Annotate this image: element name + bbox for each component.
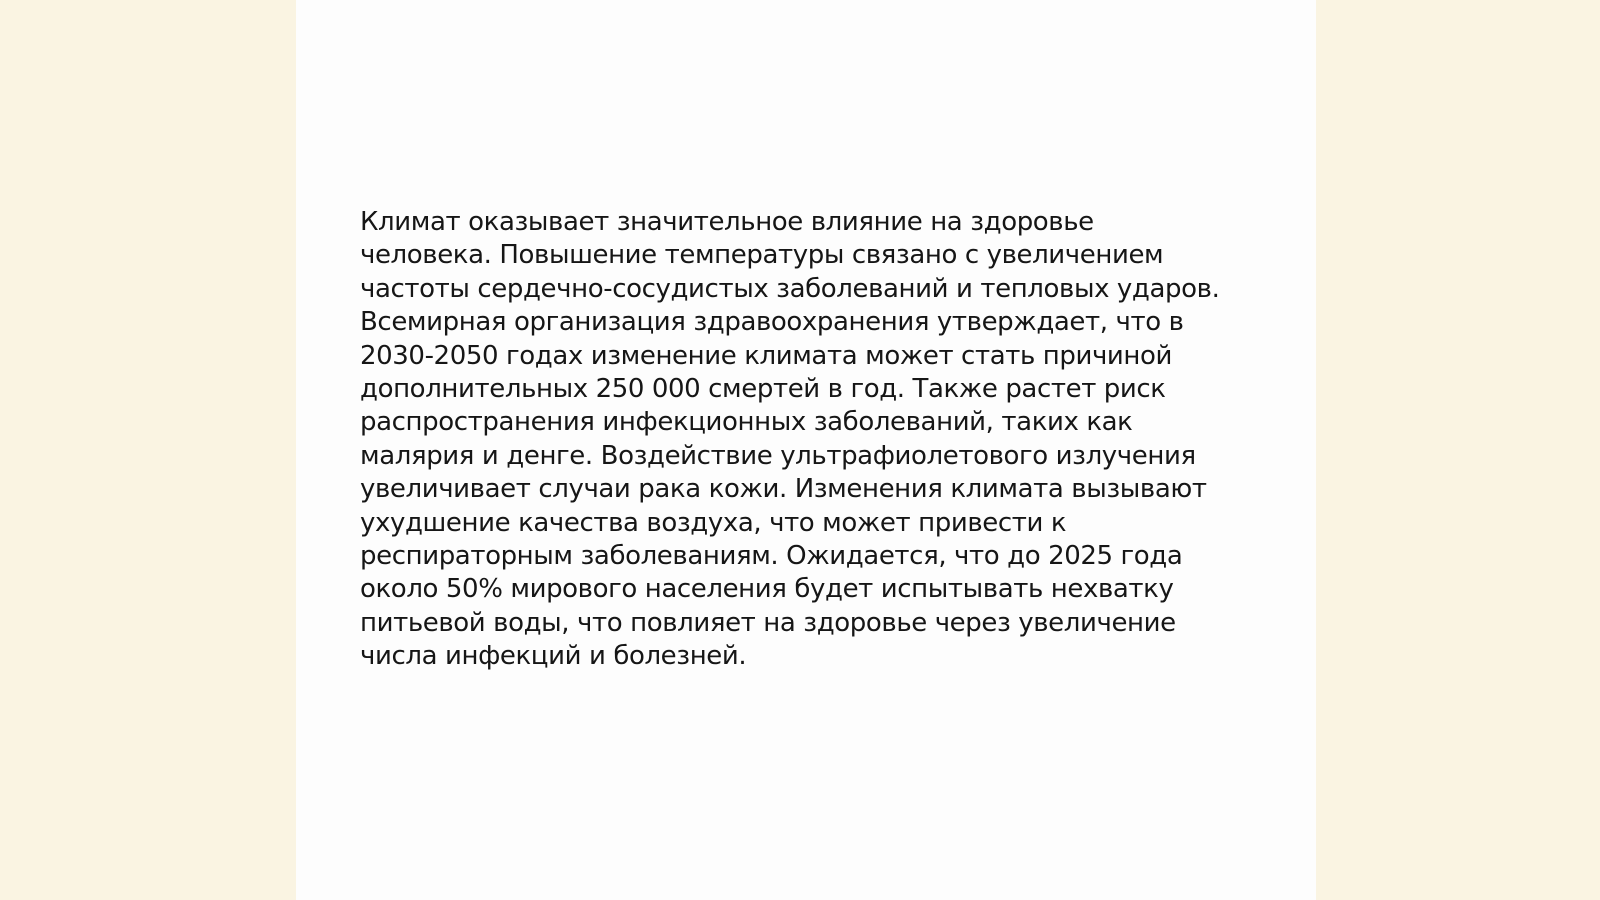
slide-body-text (360, 206, 1260, 674)
body-text-line: увеличивает случаи рака кожи. Изменения климата вызывают (360, 474, 1207, 505)
body-text-line: Всемирная организация здравоохранения утверждает, что в (360, 307, 1184, 338)
body-text-line: 2030-2050 годах изменение климата может стать причиной (360, 340, 1173, 371)
body-text-line: распространения инфекционных заболеваний, таких как (360, 407, 1133, 438)
left-margin-background (0, 0, 296, 900)
body-text-line: дополнительных 250 000 смертей в год. Также растет риск (360, 374, 1166, 405)
body-text-line: респираторным заболеваниям. Ожидается, что до 2025 года (360, 541, 1183, 572)
body-text-line: человека. Повышение температуры связано с увеличением (360, 240, 1164, 271)
slide-page (296, 0, 1316, 900)
body-text-line: частоты сердечно-сосудистых заболеваний и тепловых ударов. (360, 273, 1220, 304)
body-text-line: около 50% мирового населения будет испытывать нехватку (360, 574, 1174, 605)
body-text-line: питьевой воды, что повлияет на здоровье через увеличение (360, 607, 1176, 638)
body-text-line: ухудшение качества воздуха, что может привести к (360, 507, 1067, 538)
body-text-line: малярия и денге. Воздействие ультрафиолетового излучения (360, 440, 1196, 471)
right-margin-background (1316, 0, 1600, 900)
body-text-line: числа инфекций и болезней. (360, 641, 747, 672)
body-text-line: Климат оказывает значительное влияние на здоровье (360, 207, 1094, 237)
